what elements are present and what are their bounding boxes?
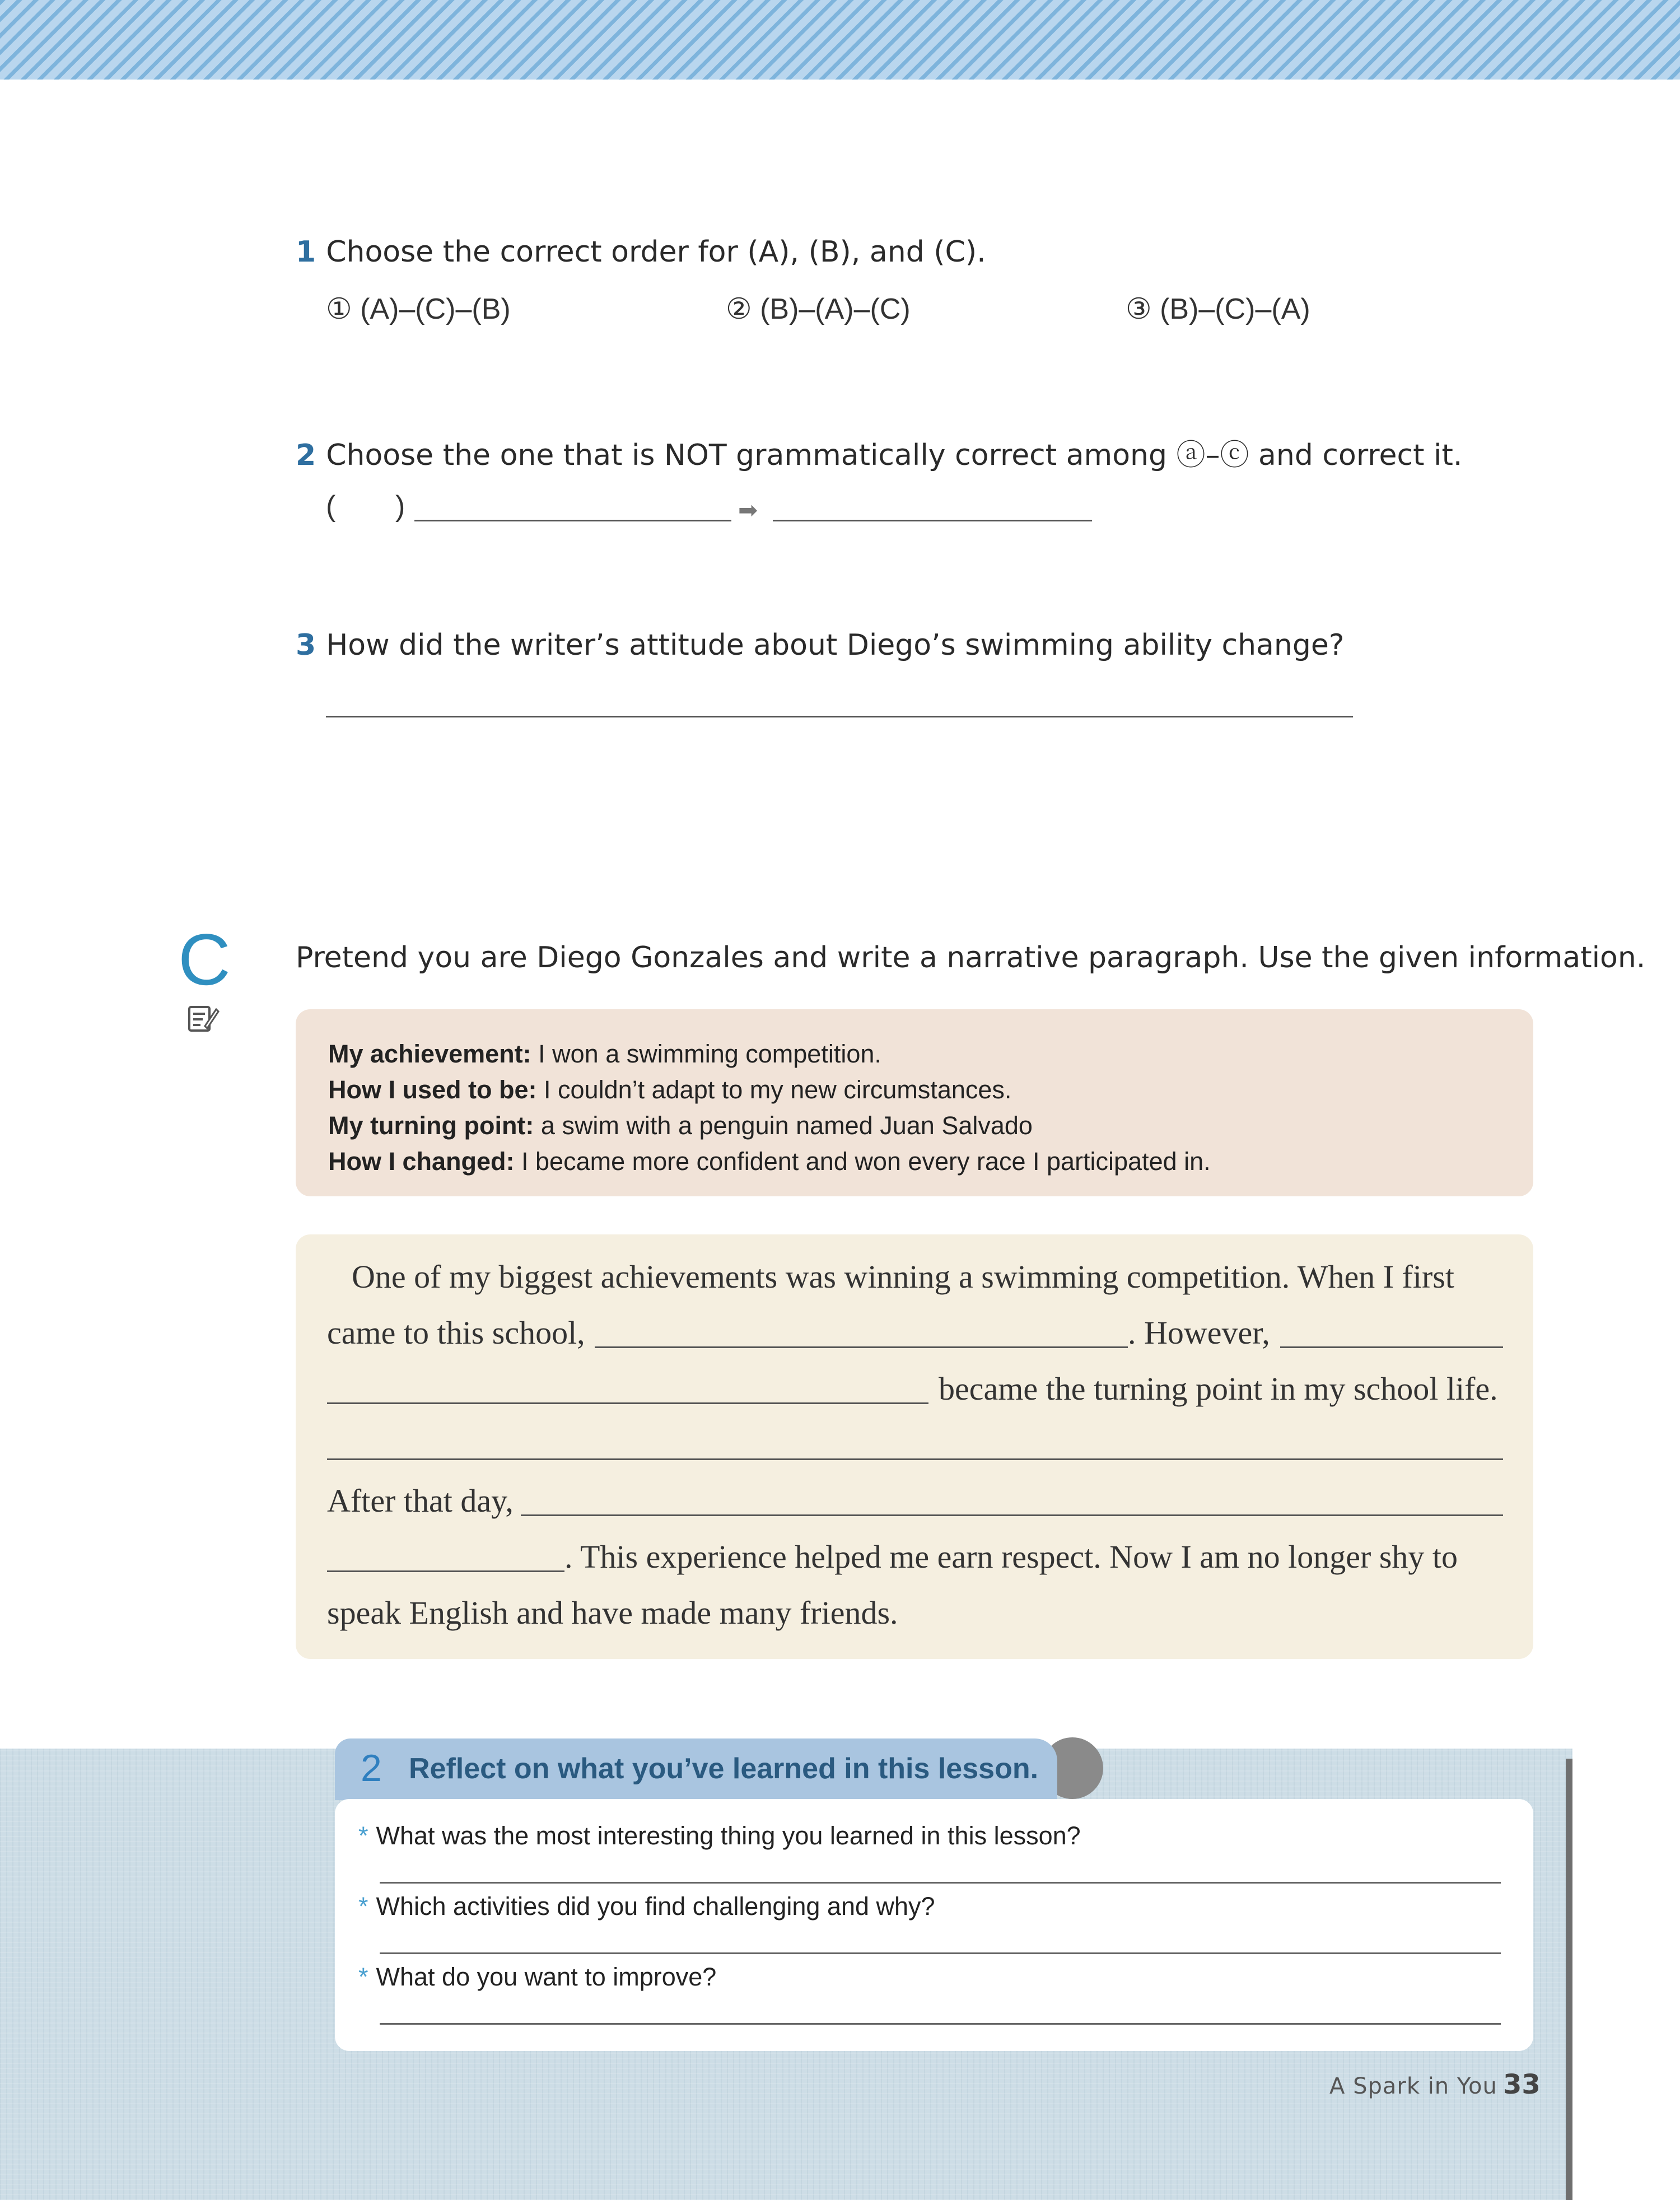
blank-however[interactable] <box>1280 1346 1503 1348</box>
question-1-text: Choose the correct order for (A), (B), and (C). <box>326 235 986 269</box>
info-value: I couldn’t adapt to my new circumstances. <box>536 1075 1012 1104</box>
blank-turning-point[interactable] <box>327 1402 928 1404</box>
question-2-answer-line-correct[interactable] <box>773 520 1092 521</box>
reflect-edge <box>1566 1759 1572 2200</box>
question-3 <box>296 628 1344 662</box>
lesson-title: A Spark in You <box>1329 2073 1497 2099</box>
arrow-right-icon: ➡ <box>738 496 758 524</box>
blank-line-4[interactable] <box>327 1458 1503 1460</box>
blank-used-to-be[interactable] <box>595 1346 1128 1348</box>
asterisk-icon: * <box>358 1821 368 1850</box>
section-c-letter: C <box>178 919 231 1000</box>
info-used-to-be <box>328 1072 1501 1108</box>
paragraph-line-2b: . However, <box>1128 1315 1270 1351</box>
question-1-option-2[interactable]: ② (B)–(A)–(C) <box>726 293 911 325</box>
reflect-answer-line-1[interactable] <box>380 1882 1501 1884</box>
info-achievement <box>328 1036 1501 1072</box>
question-3-number: 3 <box>296 628 316 662</box>
question-3-answer-line[interactable] <box>326 716 1353 717</box>
answer-paren-open: ( <box>326 490 336 523</box>
info-value: a swim with a penguin named Juan Salvado <box>534 1111 1033 1140</box>
paragraph-line-1: One of my biggest achievements was winning a swimming competition. When I first <box>352 1259 1454 1295</box>
question-1 <box>296 235 986 269</box>
info-turning-point <box>328 1108 1501 1144</box>
question-2-text: Choose the one that is NOT grammatically correct among ⓐ–ⓒ and correct it. <box>326 439 1463 472</box>
info-label: How I used to be: <box>328 1075 537 1104</box>
asterisk-icon: * <box>358 1892 368 1921</box>
asterisk-icon: * <box>358 1963 368 1991</box>
info-label: How I changed: <box>328 1147 515 1176</box>
question-2-answer-line-wrong[interactable] <box>414 520 731 521</box>
reflect-question-2 <box>358 1892 935 1921</box>
blank-after-that-day[interactable] <box>521 1514 1503 1516</box>
reflect-answer-line-3[interactable] <box>380 2023 1501 2025</box>
paragraph-line-6: . This experience helped me earn respect. Now I am no longer shy to <box>564 1539 1458 1575</box>
question-1-number: 1 <box>296 235 316 269</box>
info-label: My turning point: <box>328 1111 534 1140</box>
blank-line-6[interactable] <box>327 1570 564 1572</box>
reflect-question-text: Which activities did you find challenging and why? <box>376 1892 935 1921</box>
paragraph-line-2a: came to this school, <box>327 1315 585 1351</box>
question-3-text: How did the writer’s attitude about Diego’s swimming ability change? <box>326 628 1345 662</box>
reflect-number: 2 <box>361 1747 382 1789</box>
info-changed <box>328 1144 1501 1180</box>
question-1-option-1[interactable]: ① (A)–(C)–(B) <box>326 293 511 325</box>
info-box <box>296 1009 1533 1196</box>
question-2 <box>296 431 1462 473</box>
reflect-question-text: What do you want to improve? <box>376 1963 717 1991</box>
question-2-number: 2 <box>296 439 316 472</box>
paragraph-line-7: speak English and have made many friends. <box>327 1595 898 1631</box>
info-value: I became more confident and won every race I participated in. <box>514 1147 1211 1176</box>
answer-paren-close: ) <box>395 490 405 523</box>
reflect-answer-line-2[interactable] <box>380 1952 1501 1954</box>
reflect-question-1 <box>358 1821 1081 1851</box>
paragraph-line-5: After that day, <box>327 1483 514 1519</box>
info-value: I won a swimming competition. <box>531 1040 881 1068</box>
reflect-question-text: What was the most interesting thing you learned in this lesson? <box>376 1821 1081 1850</box>
reflect-question-3 <box>358 1963 716 1992</box>
section-c-instruction: Pretend you are Diego Gonzales and write a narrative paragraph. Use the given information. <box>296 941 1646 975</box>
paragraph-line-3: became the turning point in my school life. <box>939 1371 1498 1407</box>
page-number: 33 <box>1503 2069 1541 2100</box>
question-1-option-3[interactable]: ③ (B)–(C)–(A) <box>1126 293 1310 325</box>
reflect-title: Reflect on what you’ve learned in this lesson. <box>409 1752 1039 1785</box>
header-stripe-band <box>0 0 1680 80</box>
info-label: My achievement: <box>328 1040 531 1068</box>
writing-icon <box>186 1001 220 1035</box>
